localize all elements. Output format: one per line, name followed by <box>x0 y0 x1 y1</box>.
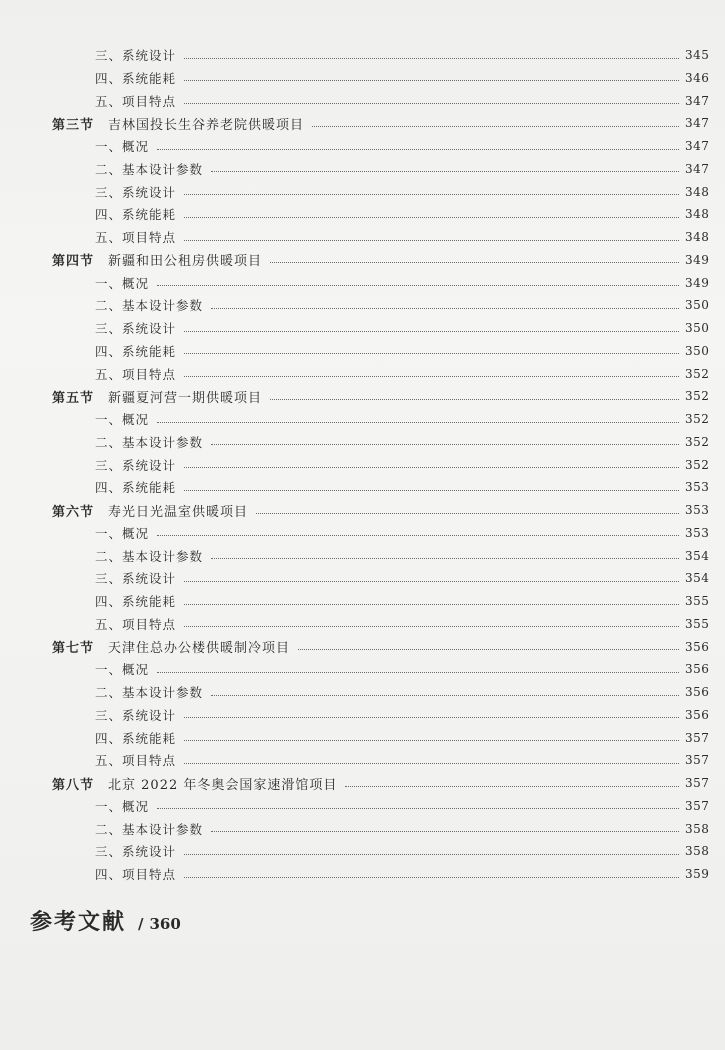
toc-page-number: 352 <box>685 434 710 449</box>
toc-item-row[interactable] <box>0 135 725 157</box>
toc-entry-title: 四、系统能耗 <box>95 730 177 746</box>
toc-entry-title: 四、系统能耗 <box>95 480 177 496</box>
toc-page-number: 353 <box>685 480 710 495</box>
toc-item-row[interactable] <box>0 294 725 316</box>
toc-entry-label-group <box>0 433 203 451</box>
toc-entry-label-group <box>0 842 176 860</box>
toc-item-row[interactable] <box>0 44 725 66</box>
toc-page-number: 350 <box>685 298 710 313</box>
dot-leader <box>270 399 679 400</box>
toc-item-row[interactable] <box>0 522 725 544</box>
toc-entry-title: 三、系统设计 <box>95 844 177 860</box>
dot-leader <box>184 467 679 468</box>
toc-page-number: 352 <box>685 389 710 404</box>
references-slash: / <box>138 915 144 933</box>
dot-leader <box>184 877 679 878</box>
toc-entry-title: 二、基本设计参数 <box>95 821 204 837</box>
toc-entry-title: 二、基本设计参数 <box>95 298 204 314</box>
dot-leader <box>157 808 679 809</box>
toc-section-row[interactable] <box>0 499 725 521</box>
toc-entry-title: 三、系统设计 <box>95 48 177 63</box>
toc-entry-label-group <box>0 410 149 428</box>
toc-entry-label-group <box>0 296 203 314</box>
toc-section-row[interactable] <box>0 385 725 407</box>
toc-entry-label-group <box>0 797 149 815</box>
toc-entry-title: 一、概况 <box>95 275 150 291</box>
toc-page-number: 353 <box>685 503 710 517</box>
dot-leader <box>211 695 679 696</box>
toc-page-number: 348 <box>685 207 710 222</box>
toc-page-number: 346 <box>685 70 710 85</box>
toc-entry-title: 四、系统能耗 <box>95 70 177 86</box>
toc-item-row[interactable] <box>0 704 725 726</box>
dot-leader <box>157 285 679 286</box>
toc-item-row[interactable] <box>0 840 725 862</box>
dot-leader <box>345 786 679 787</box>
dot-leader <box>298 649 679 650</box>
dot-leader <box>184 103 679 104</box>
references-page-number: 360 <box>149 915 181 933</box>
toc-item-row[interactable] <box>0 727 725 749</box>
toc-entry-title: 一、概况 <box>95 139 150 154</box>
toc-entry-label-group <box>0 137 149 155</box>
toc-entry-title: 寿光日光温室供暖项目 <box>108 504 249 520</box>
dot-leader <box>312 126 679 127</box>
toc-entry-title: 三、系统设计 <box>95 707 177 723</box>
toc-entry-label-group <box>0 160 203 178</box>
dot-leader <box>211 444 679 445</box>
toc-section-row[interactable] <box>0 636 725 658</box>
toc-page-number: 352 <box>685 366 710 381</box>
toc-item-row[interactable] <box>0 567 725 589</box>
toc-entry-label-group <box>0 205 176 223</box>
toc-item-row[interactable] <box>0 363 725 385</box>
toc-page-number: 356 <box>685 707 710 722</box>
toc-page-number: 355 <box>685 616 710 631</box>
toc-page-number: 355 <box>685 594 710 608</box>
toc-entry-label-group <box>0 683 203 701</box>
toc-item-row[interactable] <box>0 408 725 430</box>
toc-item-row[interactable] <box>0 545 725 567</box>
dot-leader <box>184 331 679 332</box>
toc-entry-title: 三、系统设计 <box>95 184 177 200</box>
toc-page-number: 357 <box>685 776 710 790</box>
toc-item-row[interactable] <box>0 158 725 180</box>
toc-item-row[interactable] <box>0 431 725 453</box>
toc-entry-label-group <box>0 365 176 383</box>
toc-item-row[interactable] <box>0 272 725 294</box>
toc-entry-title: 五、项目特点 <box>95 753 177 769</box>
dot-leader <box>157 149 679 150</box>
toc-entry-title: 二、基本设计参数 <box>95 548 204 564</box>
toc-entry-title: 天津住总办公楼供暖制冷项目 <box>108 641 291 656</box>
toc-entry-title: 五、项目特点 <box>95 230 177 245</box>
toc-entry-label-group <box>0 250 262 269</box>
toc-entry-label-group <box>0 46 176 64</box>
toc-page-number: 356 <box>685 639 710 654</box>
toc-page-number: 350 <box>685 343 710 358</box>
toc-entry-title: 四、系统能耗 <box>95 594 177 609</box>
toc-item-row[interactable] <box>0 818 725 840</box>
toc-entry-label-group <box>0 501 248 520</box>
toc-entry-label-group <box>0 547 203 565</box>
toc-item-row[interactable] <box>0 795 725 817</box>
dot-leader <box>184 376 679 377</box>
toc-page-number: 356 <box>685 685 710 699</box>
toc-page-number: 349 <box>685 252 710 267</box>
toc-entry-label-group <box>0 592 176 610</box>
toc-entry-title: 三、系统设计 <box>95 321 177 336</box>
toc-section-number: 第八节 <box>52 777 95 793</box>
toc-entry-label-group <box>0 865 176 883</box>
toc-page-number: 347 <box>685 161 710 176</box>
toc-page-number: 353 <box>685 525 710 540</box>
toc-entry-label-group <box>0 274 149 292</box>
toc-item-row[interactable] <box>0 454 725 476</box>
toc-entry-title: 五、项目特点 <box>95 366 177 382</box>
toc-entry-label-group <box>0 342 176 360</box>
toc-entry-label-group <box>0 478 176 496</box>
dot-leader <box>184 581 679 582</box>
toc-section-number: 第三节 <box>52 117 95 133</box>
toc-item-row[interactable] <box>0 203 725 225</box>
toc-entry-label-group <box>0 228 176 246</box>
toc-entry-title: 四、系统能耗 <box>95 343 177 359</box>
dot-leader <box>184 490 679 491</box>
toc-page-number: 357 <box>685 753 710 768</box>
dot-leader <box>184 604 679 605</box>
toc-entry-label-group <box>0 69 176 87</box>
toc-entry-title: 一、概况 <box>95 662 150 678</box>
toc-item-row[interactable] <box>0 226 725 248</box>
toc-entry-title: 四、项目特点 <box>95 867 177 882</box>
toc-item-row[interactable] <box>0 863 725 885</box>
toc-page-number: 357 <box>685 730 710 745</box>
toc-entry-label-group <box>0 524 149 542</box>
toc-section-number: 第七节 <box>52 641 95 656</box>
toc-page-number: 347 <box>685 93 710 108</box>
toc-entry-label-group <box>0 820 203 838</box>
dot-leader <box>270 262 679 263</box>
toc-item-row[interactable] <box>0 749 725 771</box>
toc-entry-title: 五、项目特点 <box>95 616 177 632</box>
dot-leader <box>184 240 679 241</box>
toc-item-row[interactable] <box>0 590 725 612</box>
toc-section-row[interactable] <box>0 249 725 271</box>
toc-entry-label-group <box>0 456 176 474</box>
dot-leader <box>157 535 679 536</box>
toc-section-number: 第四节 <box>52 254 95 270</box>
toc-item-row[interactable] <box>0 181 725 203</box>
toc-section-row[interactable] <box>0 772 725 794</box>
toc-entry-label-group <box>0 319 176 337</box>
toc-entry-title: 二、基本设计参数 <box>95 434 204 450</box>
dot-leader <box>184 740 679 741</box>
toc-page-number: 348 <box>685 230 710 244</box>
toc-page-number: 357 <box>685 798 710 813</box>
dot-leader <box>184 626 679 627</box>
toc-page-number: 358 <box>685 844 710 859</box>
toc-page-number: 358 <box>685 821 710 836</box>
toc-entry-title: 二、基本设计参数 <box>95 685 204 700</box>
dot-leader <box>184 217 679 218</box>
dot-leader <box>184 854 679 855</box>
dot-leader <box>157 422 679 423</box>
toc-entry-label-group <box>0 729 176 747</box>
toc-entry-title: 一、概况 <box>95 798 150 814</box>
toc-entry-title: 二、基本设计参数 <box>95 161 204 177</box>
toc-item-row[interactable] <box>0 340 725 362</box>
toc-entry-label-group <box>0 387 262 406</box>
dot-leader <box>184 194 679 195</box>
dot-leader <box>211 831 679 832</box>
toc-page-number: 359 <box>685 867 710 881</box>
toc-page-number: 354 <box>685 548 710 563</box>
references-title: 参考文献 <box>30 909 127 935</box>
toc-entry-label-group <box>0 660 149 678</box>
toc-page-number: 352 <box>685 412 710 426</box>
toc-entry-title: 新疆夏河营一期供暖项目 <box>108 390 263 406</box>
toc-page-number: 356 <box>685 662 710 677</box>
toc-page-number: 352 <box>685 457 710 472</box>
toc-entry-title: 新疆和田公租房供暖项目 <box>108 254 263 270</box>
toc-entry-title: 四、系统能耗 <box>95 207 177 223</box>
toc-page-number: 347 <box>685 139 710 153</box>
toc-entry-title: 吉林国投长生谷养老院供暖项目 <box>108 117 305 133</box>
toc-item-row[interactable] <box>0 317 725 339</box>
dot-leader <box>184 58 679 59</box>
toc-entry-title: 三、系统设计 <box>95 457 177 473</box>
toc-page-number: 345 <box>685 48 710 62</box>
toc-entry-label-group <box>0 92 176 110</box>
toc-entry-label-group <box>0 114 304 133</box>
toc-entry-label-group <box>0 751 176 769</box>
toc-entry-title: 五、项目特点 <box>95 93 177 109</box>
toc-section-row[interactable] <box>0 112 725 134</box>
toc-item-row[interactable] <box>0 613 725 635</box>
toc-entry-label-group <box>0 637 290 656</box>
dot-leader <box>211 171 679 172</box>
dot-leader <box>184 80 679 81</box>
toc-entry-label-group <box>0 615 176 633</box>
toc-entry-title: 北京 2022 年冬奥会国家速滑馆项目 <box>108 777 338 793</box>
dot-leader <box>184 717 679 718</box>
toc-entry-label-group <box>0 774 337 793</box>
toc-page-number: 349 <box>685 275 710 290</box>
toc-entry-title: 一、概况 <box>95 412 150 427</box>
toc-entry-title: 三、系统设计 <box>95 571 177 587</box>
dot-leader <box>157 672 679 673</box>
toc-item-row[interactable] <box>0 476 725 498</box>
toc-item-row[interactable] <box>0 658 725 680</box>
toc-entry-label-group <box>0 706 176 724</box>
toc-section-number: 第六节 <box>52 504 95 520</box>
dot-leader <box>211 558 679 559</box>
dot-leader <box>256 513 679 514</box>
toc-entry-label-group <box>0 569 176 587</box>
toc-entry-title: 一、概况 <box>95 525 150 541</box>
dot-leader <box>211 308 679 309</box>
toc-item-row[interactable] <box>0 90 725 112</box>
toc-page-number: 348 <box>685 184 710 199</box>
toc-page-number: 347 <box>685 116 710 131</box>
toc-item-row[interactable] <box>0 67 725 89</box>
toc-entry-label-group <box>0 183 176 201</box>
toc-page-number: 350 <box>685 321 710 335</box>
dot-leader <box>184 353 679 354</box>
toc-page-number: 354 <box>685 571 710 586</box>
toc-section-number: 第五节 <box>52 390 95 406</box>
references-heading[interactable] <box>30 905 181 936</box>
dot-leader <box>184 763 679 764</box>
toc-item-row[interactable] <box>0 681 725 703</box>
